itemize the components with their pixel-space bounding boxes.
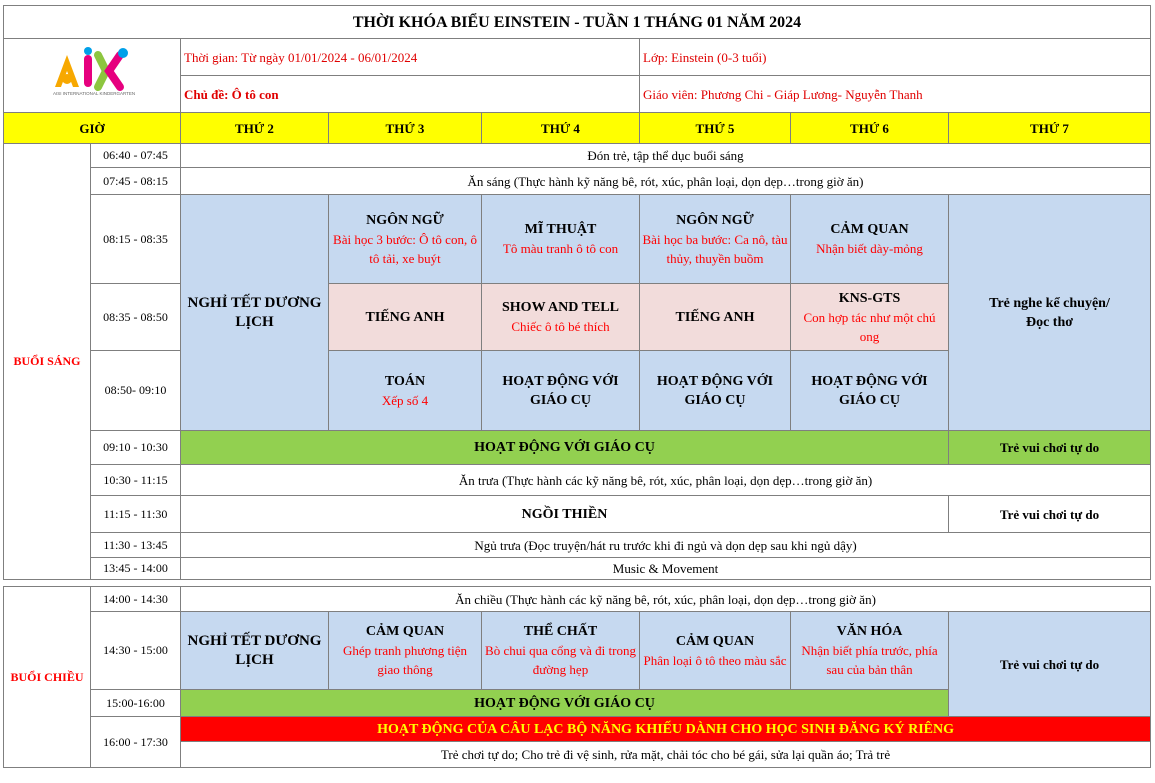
timetable-afternoon — [3, 586, 1151, 768]
lesson-title: KNS-GTS — [838, 290, 901, 306]
school-logo — [4, 39, 181, 113]
activity-end-day: Trẻ chơi tự do; Cho trẻ đi vệ sinh, rửa mặt, chải tóc cho bé gái, sửa lại quần áo; Trả trẻ — [181, 742, 1151, 768]
header-day-wed: THỨ 4 — [482, 113, 640, 144]
session-afternoon: BUỔI CHIỀU — [4, 587, 91, 768]
lesson-desc: Nhận biết phía trước, phía sau của bản thân — [801, 643, 938, 677]
lesson-desc: Tô màu tranh ô tô con — [502, 241, 619, 256]
time-slot: 13:45 - 14:00 — [91, 558, 181, 580]
time-slot: 06:40 - 07:45 — [91, 144, 181, 168]
activity-nap: Ngủ trưa (Đọc truyện/hát ru trước khi đi ngủ và dọn dẹp sau khi ngủ dậy) — [181, 533, 1151, 558]
lesson-wed-pm — [482, 612, 640, 690]
lesson-title: VĂN HÓA — [836, 624, 903, 639]
lesson-tue-3 — [329, 351, 482, 431]
info-time: Thời gian: Từ ngày 01/01/2024 - 06/01/2024 — [181, 39, 640, 76]
time-slot: 07:45 - 08:15 — [91, 168, 181, 195]
lesson-tue-1 — [329, 195, 482, 284]
header-day-tue: THỨ 3 — [329, 113, 482, 144]
time-slot: 09:10 - 10:30 — [91, 431, 181, 465]
lesson-title: NGÔN NGỮ — [676, 212, 754, 228]
time-slot: 11:15 - 11:30 — [91, 496, 181, 533]
free-play: Trẻ vui chơi tự do — [949, 431, 1151, 465]
timetable — [3, 5, 1151, 580]
header-day-fri: THỨ 6 — [791, 113, 949, 144]
activity-music: Music & Movement — [181, 558, 1151, 580]
session-morning: BUỔI SÁNG — [4, 144, 91, 580]
holiday-morning: NGHỈ TẾT DƯƠNG LỊCH — [181, 195, 329, 431]
lesson-title: SHOW AND TELL — [502, 300, 619, 315]
lesson-desc: Chiếc ô tô bé thích — [511, 319, 610, 334]
info-class: Lớp: Einstein (0-3 tuổi) — [640, 39, 1151, 76]
meditation: NGỒI THIỀN — [181, 496, 949, 533]
lesson-title: CẢM QUAN — [365, 624, 445, 639]
holiday-afternoon: NGHỈ TẾT DƯƠNG LỊCH — [181, 612, 329, 690]
lesson-title: TOÁN — [384, 373, 426, 389]
activity-snack: Ăn chiều (Thực hành các kỹ năng bê, rót, xúc, phân loại, dọn dẹp…trong giờ ăn) — [181, 587, 1151, 612]
lesson-fri-1 — [791, 195, 949, 284]
time-slot: 14:30 - 15:00 — [91, 612, 181, 690]
lesson-fri-2 — [791, 284, 949, 351]
info-theme — [181, 76, 640, 113]
time-slot: 08:50- 09:10 — [91, 351, 181, 431]
lesson-title: NGÔN NGỮ — [366, 212, 444, 228]
lesson-wed-3: HOẠT ĐỘNG VỚI GIÁO CỤ — [482, 351, 640, 431]
time-slot: 08:35 - 08:50 — [91, 284, 181, 351]
lesson-desc: Phân loại ô tô theo màu sắc — [643, 652, 787, 668]
lesson-title: THỂ CHẤT — [523, 624, 598, 639]
club-activity: HOẠT ĐỘNG CỦA CÂU LẠC BỘ NĂNG KHIẾU DÀNH CHO HỌC SINH ĐĂNG KÝ RIÊNG — [181, 717, 1151, 742]
lesson-desc: Xếp số 4 — [381, 392, 429, 408]
activity-lunch: Ăn trưa (Thực hành các kỹ năng bê, rót, xúc, phân loại, dọn dẹp…trong giờ ăn) — [181, 465, 1151, 496]
lesson-thu-3: HOẠT ĐỘNG VỚI GIÁO CỤ — [640, 351, 791, 431]
lesson-title: CẢM QUAN — [830, 222, 909, 237]
lesson-fri-3: HOẠT ĐỘNG VỚI GIÁO CỤ — [791, 351, 949, 431]
lesson-fri-pm — [791, 612, 949, 690]
header-day-mon: THỨ 2 — [181, 113, 329, 144]
lesson-thu-pm — [640, 612, 791, 690]
activity-welcome: Đón trẻ, tập thể dục buổi sáng — [181, 144, 1151, 168]
header-day-thu: THỨ 5 — [640, 113, 791, 144]
lesson-wed-1 — [482, 195, 640, 284]
time-slot: 15:00-16:00 — [91, 690, 181, 717]
time-slot: 14:00 - 14:30 — [91, 587, 181, 612]
lesson-title: MĨ THUẬT — [524, 222, 597, 237]
materials-activity: HOẠT ĐỘNG VỚI GIÁO CỤ — [181, 431, 949, 465]
info-teacher: Giáo viên: Phương Chi - Giáp Lương- Nguyễn Thanh — [640, 76, 1151, 113]
time-slot: 10:30 - 11:15 — [91, 465, 181, 496]
header-day-sat: THỨ 7 — [949, 113, 1151, 144]
lesson-tue-2: TIẾNG ANH — [329, 284, 482, 351]
theme-text: Chủ đề: Ô tô con — [184, 86, 279, 102]
lesson-desc: Con hợp tác như một chú ong — [803, 309, 936, 344]
lesson-wed-2 — [482, 284, 640, 351]
lesson-desc: Bài học 3 bước: Ô tô con, ô tô tải, xe buýt — [333, 231, 477, 266]
saturday-morning: Trẻ nghe kể chuyện/Đọc thơ — [949, 195, 1151, 431]
time-slot: 11:30 - 13:45 — [91, 533, 181, 558]
logo-graphic — [45, 43, 140, 103]
lesson-desc: Ghép tranh phương tiện giao thông — [342, 643, 468, 677]
lesson-desc: Bài học ba bước: Ca nô, tàu thủy, thuyền buồm — [642, 231, 788, 266]
free-play: Trẻ vui chơi tự do — [949, 496, 1151, 533]
lesson-tue-pm — [329, 612, 482, 690]
page-title: THỜI KHÓA BIỂU EINSTEIN - TUẦN 1 THÁNG 01 NĂM 2024 — [4, 6, 1151, 39]
materials-activity: HOẠT ĐỘNG VỚI GIÁO CỤ — [181, 690, 949, 717]
lesson-desc: Bò chui qua cổng và đi trong đường hẹp — [485, 643, 636, 677]
lesson-desc: Nhận biết dày-mỏng — [816, 241, 923, 256]
time-slot: 16:00 - 17:30 — [91, 717, 181, 768]
header-time: GIỜ — [4, 113, 181, 144]
lesson-title: CẢM QUAN — [675, 633, 755, 649]
lesson-thu-2: TIẾNG ANH — [640, 284, 791, 351]
free-play: Trẻ vui chơi tự do — [949, 612, 1151, 717]
lesson-thu-1 — [640, 195, 791, 284]
activity-breakfast: Ăn sáng (Thực hành kỹ năng bê, rót, xúc, phân loại, dọn dẹp…trong giờ ăn) — [181, 168, 1151, 195]
time-slot: 08:15 - 08:35 — [91, 195, 181, 284]
logo-text: AISI INTERNATIONAL KINDERGARTEN — [52, 91, 135, 96]
